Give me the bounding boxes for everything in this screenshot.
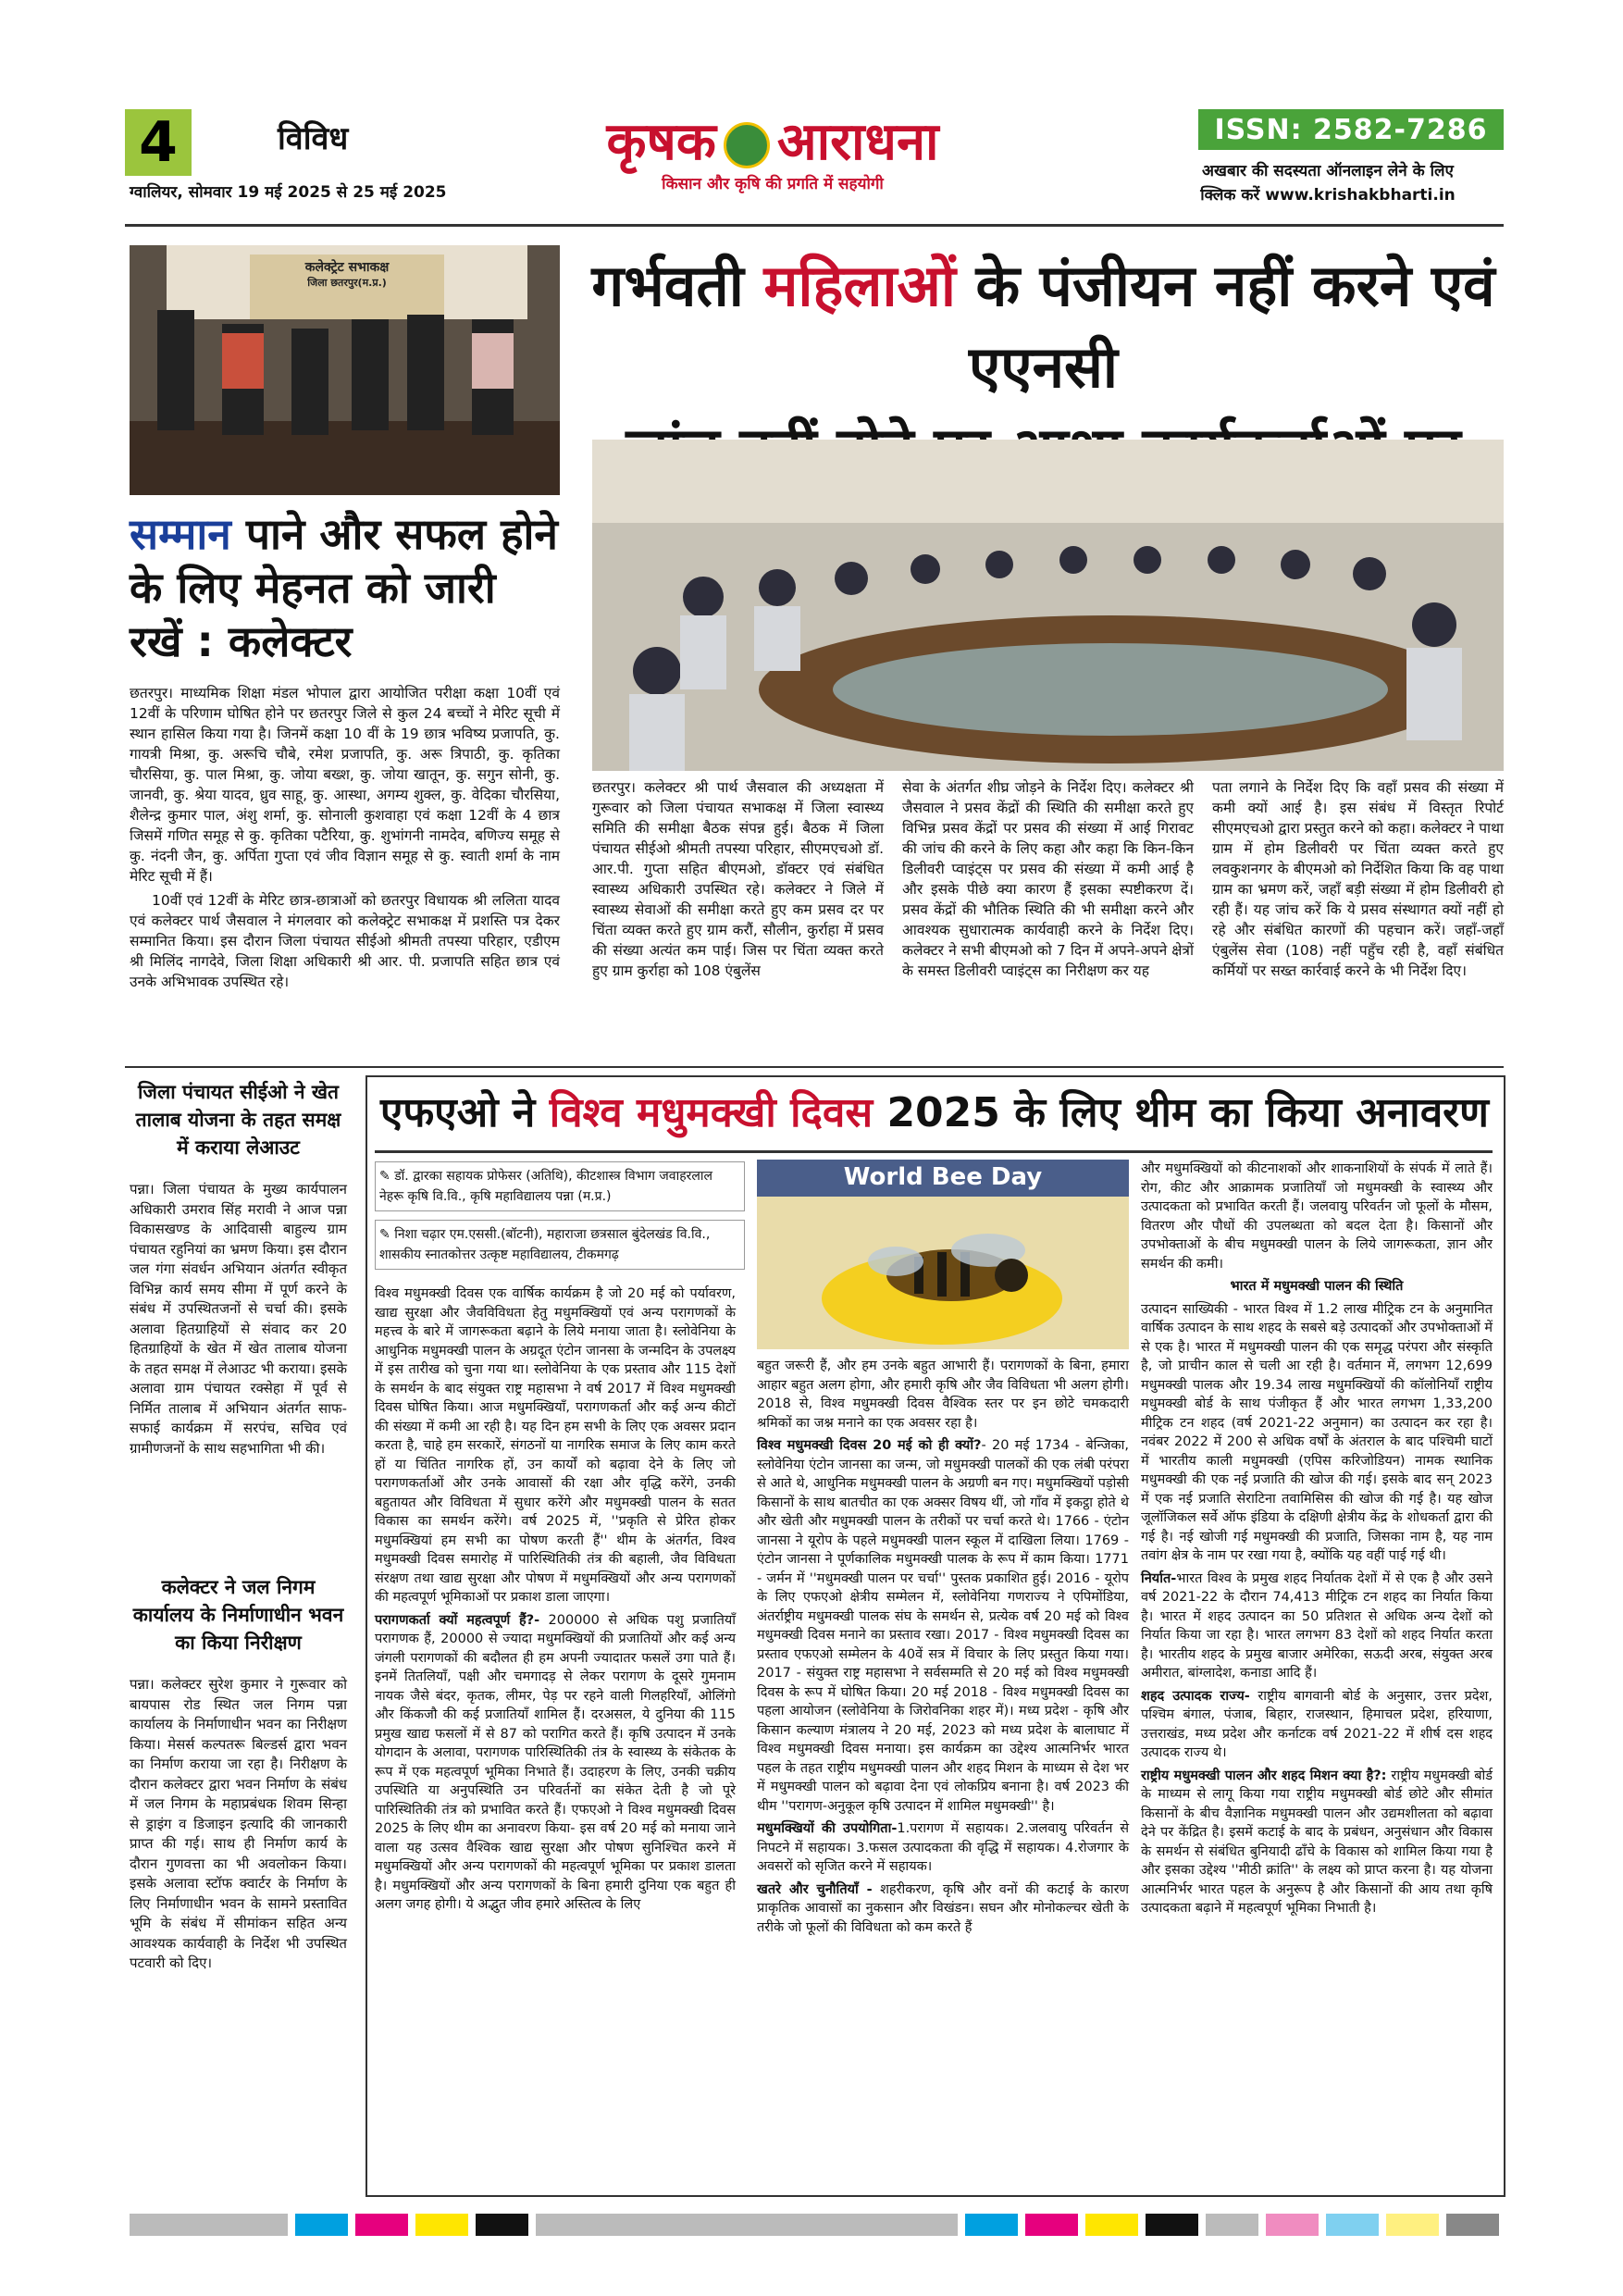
- bee-col1-section: [375, 1611, 736, 1915]
- print-color-bar: [130, 2214, 1499, 2236]
- bee-col3-india-head: भारत में मधुमक्खी पालन की स्थिति: [1230, 1279, 1404, 1294]
- bee-col3-states: [1141, 1687, 1493, 1763]
- bee-col2-risk: [757, 1880, 1129, 1938]
- author1-text: डॉ. द्वारका सहायक प्रोफेसर (अतिथि), कीटशास्त्र विभाग जवाहरलाल नेहरू कृषि वि.वि., कृषि महाविद्यालय पन्ना (म.प्र.): [379, 1169, 712, 1204]
- issn-badge: ISSN: 2582-7286: [1198, 109, 1504, 150]
- brand-masthead: [569, 111, 976, 213]
- brand-name-part1: कृषक: [606, 111, 716, 172]
- sidebar-story1-headline: जिला पंचायत सीईओ ने खेत तालाब योजना के तहत समक्ष में कराया लेआउट: [135, 1081, 341, 1159]
- bee-col2-use: [757, 1819, 1129, 1877]
- brand-name-part2: आराधना: [776, 111, 939, 172]
- bee-col3-states-text: राष्ट्रीय बागवानी बोर्ड के अनुसार, उत्तर प्रदेश, पश्चिम बंगाल, पंजाब, बिहार, राजस्थान, हिमाचल प्रदेश, हरियाणा, उत्तराखंड, मध्य प्रदेश और कर्नाटक वर्ष 2021-22 में शीर्ष दस शहद उत्पादक राज्य थे।: [1141, 1688, 1493, 1760]
- author-icon: ✎: [379, 1227, 395, 1242]
- story1-para1: छतरपुर। माध्यमिक शिक्षा मंडल भोपाल द्वारा आयोजित परीक्षा कक्षा 10वीं एवं 12वीं के परिणाम घोषित होने पर छतरपुर जिले से कुल 24 बच्चों ने मेरिट सूची में स्थान हासिल किया गया है। जिनमें कक्षा 10 वीं के 19 छात्र भविष्य प्रजापति, कु. गायत्री मिश्रा, कु. अरूचि चौबे, रमेश प्रजापति, कु. अरू त्रिपाठी, कु. कृतिका चौरसिया, कु. पाल मिश्रा, कु. जोया बख्श, कु. जोया खातून, कु. सगुन सोनी, कु. जानवी, कु. श्रेया यादव, ध्रुव साहू, कु. आस्था, अगम्य शुक्ल, कु. वेदिका चौरसिया, शैलेन्द्र कुमार पाल, अंशु शर्मा, कु. सोनाली कुशवाहा एवं कक्षा 12वीं के 4 छात्र जिसमें गणित समूह से कु. कृतिका पटैरिया, कु. शुभांगनी नामदेव, बणिज्य समूह से कु. नंदनी जैन, कु. अर्पिता गुप्ता एवं जीव विज्ञान समूह से कु. स्वाती शर्मा के नाम मेरिट सूची में हैं।: [130, 685, 560, 885]
- section-title: विविध: [278, 120, 349, 157]
- bee-col3-export: [1141, 1570, 1493, 1683]
- bee-col1-subhead: परागणकर्ता क्यों महत्वपूर्ण हैं?-: [375, 1612, 540, 1628]
- bee-col2-why-head: विश्व मधुमक्खी दिवस 20 मई को ही क्यों?: [757, 1438, 982, 1453]
- bee-col2-intro: बहुत जरूरी हैं, और हम उनके बहुत आभारी हैं। परागणकों के बिना, हमारा आहार बहुत अलग होगा, और हमारी कृषि और जैव विविधता भी अलग होगी। 2018 से, विश्व मधुमक्खी दिवस वैश्विक स्तर पर इन छोटे चमकदारी श्रमिकों का जश्न मनाने का एक अवसर रहा है।: [757, 1359, 1129, 1431]
- bee-col1-section-text: 200000 से अधिक पशु प्रजातियाँ परागणक हैं, 20000 से ज्यादा मधुमक्खियों की प्रजातियों और कई अन्य जंगली परागणकों की बदौलत ही हम अपनी ज्यादातर फसलें उगा पाते हैं। इनमें तितलियाँ, पक्षी और चमगादड़ से लेकर परागण के दूसरे गुमनाम नायक जैसे बंदर, कृतक, लीमर, पेड़ पर रहने वाली गिलहरियाँ, ओलिंगो और किंकजौ की कई प्रजातियाँ शामिल हैं। दरअसल, ये दुनिया की 115 प्रमुख खाद्य फसलों में से 87 को परागित करते हैं। कृषि उत्पादन में उनके योगदान के अलावा, परागणक पारिस्थितिकी तंत्र के स्वास्थ्य के संकेतक के रूप में एक महत्वपूर्ण भूमिका निभाते हैं। उदाहरण के लिए, उनकी चक्रीय उपस्थिति या अनुपस्थिति उन परिवर्तनों का संकेत देती है जो पूरे पारिस्थितिकी तंत्र को प्रभावित करते हैं। एफएओ ने विश्व मधुमक्खी दिवस 2025 के लिए थीम का अनावरण किया- इस वर्ष 20 मई को मनाया जाने वाला यह उत्सव वैश्विक खाद्य सुरक्षा और पोषण सुनिश्चित करने में मधुमक्खियों और अन्य परागणकों की महत्वपूर्ण भूमिका पर प्रकाश डालता है। मधुमक्खियों और अन्य परागणकों के बिना हमारी दुनिया एक बहुत ही अलग जगह होगी। ये अद्भुत जीव हमारे अस्तित्व के लिए: [375, 1612, 737, 1912]
- world-bee-day-image: [757, 1160, 1129, 1349]
- logo-icon: [724, 122, 770, 168]
- divider-line: [125, 1066, 1504, 1068]
- bee-author2: [375, 1220, 745, 1270]
- brand-tagline: किसान और कृषि की प्रगति में सहयोगी: [662, 175, 884, 193]
- story2-headline-b: महिलाओं: [763, 252, 956, 319]
- bee-headline-a: एफएओ ने: [380, 1089, 536, 1136]
- subscription-text: अखबार की सदस्यता ऑनलाइन लेने के लिए: [1202, 162, 1454, 180]
- bee-headline-rule: [375, 1150, 1493, 1153]
- meeting-photo: [592, 440, 1504, 771]
- subscription-link[interactable]: क्लिक करें www.krishakbharti.in: [1200, 186, 1456, 205]
- bee-col3-mission-head: राष्ट्रीय मधुमक्खी पालन और शहद मिशन क्या है?:: [1141, 1768, 1387, 1783]
- bee-col1-intro: विश्व मधुमक्खी दिवस एक वार्षिक कार्यक्रम है जो 20 मई को पर्यावरण, खाद्य सुरक्षा और जैवविविधता हेतु मधुमक्खियों एवं अन्य परागणकों के महत्त्व के बारे में जागरूकता बढ़ाने के लिये मनाया जाता है। स्लोवेनिया के आधुनिक मधुमक्खी पालन के अग्रदूत एंटोन जानसा के जन्मदिन के उपलक्ष्य में इस तारीख को चुना गया था। स्लोवेनिया के एक प्रस्ताव और 115 देशों के समर्थन के बाद संयुक्त राष्ट्र महासभा ने वर्ष 2017 में विश्व मधुमक्खी दिवस घोषित किया। आज मधुमक्खियाँ, परागणकर्ता और कई अन्य कीटों की संख्या में कमी आ रही है। यह दिन हम सभी के लिए एक अवसर प्रदान करता है, चाहे हम सरकारें, संगठनों या नागरिक समाज के लिए काम करते हों या चिंतित नागरिक हों, उन कार्यों को बढ़ावा देने के लिए जो परागणकर्ताओं और उनके आवासों की रक्षा और वृद्धि करेंगे, उनकी बहुतायत और विविधता में सुधार करेंगे और मधुमक्खी पालन के सतत विकास का समर्थन करेंगे। वर्ष 2025 में, ''प्रकृति से प्रेरित होकर मधुमक्खियां हम सभी का पोषण करती हैं'' थीम के अंतर्गत, विश्व मधुमक्खी दिवस समारोह में पारिस्थितिकी तंत्र की बहाली, जैव विविधता संरक्षण तथा खाद्य सुरक्षा और पोषण में मधुमक्खियों और अन्य परागणकों की महत्वपूर्ण भूमिकाओं पर प्रकाश डाला जाएगा।: [375, 1286, 736, 1605]
- bee-image-caption: World Bee Day: [843, 1163, 1043, 1191]
- bee-col3: [1141, 1160, 1493, 1922]
- bee-headline-c: 2025 के लिए थीम का किया अनावरण: [886, 1089, 1489, 1136]
- story1-headline-highlight: सम्मान: [130, 509, 231, 559]
- sidebar-story2-body: पन्ना। कलेक्टर सुरेश कुमार ने गुरूवार को बायपास रोड स्थित जल निगम पन्ना कार्यालय के निर्माणाधीन भवन का निरीक्षण किया। मेसर्स कल्पतरू बिल्डर्स द्वारा भवन का निर्माण कराया जा रहा है। निरीक्षण के दौरान कलेक्टर द्वारा भवन निर्माण के संबंध में जल निगम के महाप्रबंधक शिवम सिन्हा से ड्राइंग व डिजाइन इत्यादि की जानकारी प्राप्त की गई। साथ ही निर्माण कार्य के दौरान गुणवत्ता का भी अवलोकन किया। इसके अलावा स्टॉफ क्वार्टर के निर्माण के लिए निर्माणाधीन भवन के सामने प्रस्तावित भूमि के संबंध में सीमांकन सहित अन्य आवश्यक कार्यवाही के निर्देश भी उपस्थित पटवारी को दिए।: [130, 1676, 347, 1971]
- bee-story-headline: [379, 1083, 1490, 1144]
- dateline: ग्वालियर, सोमवार 19 मई 2025 से 25 मई 2025: [130, 183, 447, 202]
- header-rule: [125, 224, 1504, 227]
- bee-col2-use-text: 1.परागण में सहायक। 2.जलवायु परिवर्तन से निपटने में सहायक। 3.फसल उत्पादकता की वृद्धि में सहायक। 4.रोजगार के अवसरों को सृजित करने में सहायक।: [757, 1821, 1129, 1874]
- story1-body: [130, 683, 560, 996]
- bee-col3-intro: और मधुमक्खियों को कीटनाशकों और शाकनाशियों के संपर्क में लाते हैं। रोग, कीट और आक्रामक प्रजातियाँ जो मधुमक्खी के स्वास्थ्य और उत्पादकता को प्रभावित करती हैं। जलवायु परिवर्तन जो फूलों के मौसम, वितरण और पौधों की उपलब्धता को बदल देता है। किसानों और उपभोक्ताओं के बीच मधुमक्खी पालन के लिये जागरूकता, ज्ञान और समर्थन की कमी।: [1141, 1161, 1493, 1272]
- story2-col2: सेवा के अंतर्गत शीघ्र जोड़ने के निर्देश दिए। कलेक्टर श्री जैसवाल ने प्रसव केंद्रों की स्थिति की समीक्षा करते हुए विभिन्न प्रसव केंद्रों पर प्रसव की संख्या में आई गिरावट की जांच की करने के लिए कहा और कहा कि किन-किन डिलीवरी प्वाइंट्स पर प्रसव की संख्या में कमी आई है और इसके पीछे क्या कारण हैं इसका स्पष्टीकरण दें। प्रसव केंद्रों की भौतिक स्थिति की भी समीक्षा करने और आवश्यक सुधारात्मक कार्यवाही करने के निर्देश दिए। कलेक्टर ने सभी बीएमओ को 7 दिन में अपने-अपने क्षेत्रों के समस्त डिलीवरी प्वाइंट्स का निरीक्षण कर यह: [902, 779, 1194, 979]
- bee-col2-use-head: मधुमक्खियों की उपयोगिता-: [757, 1821, 898, 1836]
- story2-headline-c: के पंजीयन नहीं करने एवं एएनसी: [969, 252, 1495, 401]
- bee-col2-risk-text: शहरीकरण, कृषि और वनों की कटाई के कारण प्राकृतिक आवासों का नुकसान और विखंडन। सघन और मोनोकल्चर खेती के तरीके जो फूलों की विविधता को कम करते हैं: [757, 1881, 1129, 1935]
- bee-headline-b: विश्व मधुमक्खी दिवस: [549, 1089, 873, 1136]
- bee-col2-risk-head: खतरे और चुनौतियाँ -: [757, 1881, 873, 1897]
- author2-text: निशा चढ़ार एम.एससी.(बॉटनी), महाराजा छत्रसाल बुंदेलखंड वि.वि., शासकीय स्नातकोत्तर उत्कृष्ट महाविद्यालय, टीकमगढ़: [379, 1227, 711, 1262]
- bee-col3-export-head: निर्यात-: [1141, 1570, 1177, 1586]
- bee-col2: [757, 1357, 1129, 1941]
- bee-col2-why-text: - 20 मई 1734 - बेन्जिका, स्लोवेनिया एंटोन जानसा का जन्म, जो मधुमक्खी पालकों की एक लंबी परंपरा से आते थे, आधुनिक मधुमक्खी पालन के अग्रणी बन गए। मधुमक्खियों पड़ोसी किसानों के साथ बातचीत का एक अक्सर विषय थीं, जो गाँव में इकट्ठा होते थे और खेती और मधुमक्खी पालन के तरीकों पर चर्चा करते थे। 1766 - एंटोन जानसा ने यूरोप के पहले मधुमक्खी पालन स्कूल में दाखिला लिया। 1769 - एंटोन जानसा ने पूर्णकालिक मधुमक्खी पालक के रूप में काम किया। 1771 - जर्मन में ''मधुमक्खी पालन पर चर्चा'' पुस्तक प्रकाशित हुई। 2016 - यूरोप के लिए एफएओ क्षेत्रीय सम्मेलन में, स्लोवेनिया गणराज्य ने एपिमोंडिया, अंतर्राष्ट्रीय मधुमक्खी पालक संघ के समर्थन से, प्रत्येक वर्ष 20 मई को विश्व मधुमक्खी दिवस मनाने का प्रस्ताव रखा। 2017 - विश्व मधुमक्खी दिवस का प्रस्ताव एफएओ सम्मेलन के 40वें सत्र में विचार के लिए प्रस्तुत किया गया। 2017 - संयुक्त राष्ट्र महासभा ने सर्वसम्मति से 20 मई को विश्व मधुमक्खी दिवस के रूप में घोषित किया। 20 मई 2018 - विश्व मधुमक्खी दिवस का पहला आयोजन (स्लोवेनिया के जिरोवनिका शहर में)। मध्य प्रदेश - कृषि और किसान कल्याण मंत्रालय ने 20 मई, 2023 को मध्य प्रदेश के बालाघाट में विश्व मधुमक्खी दिवस मनाया। इस कार्यक्रम का उद्देश्य आत्मनिर्भर भारत पहल के तहत राष्ट्रीय मधुमक्खी पालन और शहद मिशन के माध्यम से देश भर में मधुमक्खी पालन को बढ़ावा देना एवं लोकप्रिय बनाना है। वर्ष 2023 की थीम ''परागण-अनुकूल कृषि उत्पादन में शामिल मधुमक्खी'' है।: [757, 1438, 1129, 1814]
- page-number: 4: [125, 109, 192, 176]
- story2-col1: छतरपुर। कलेक्टर श्री पार्थ जैसवाल की अध्यक्षता में गुरूवार को जिला पंचायत सभाकक्ष में जिला स्वास्थ्य समिति की समीक्षा बैठक संपन्न हुई। बैठक में जिला पंचायत सीईओ श्रीमती तपस्या परिहार, सीएमएचओ डॉ. आर.पी. गुप्ता सहित बीएमओ, डॉक्टर एवं संबंधित स्वास्थ्य अधिकारी उपस्थित रहे। कलेक्टर ने जिले में स्वास्थ्य सेवाओं की समीक्षा करते हुए कम प्रसव दर पर चिंता व्यक्त करते हुए ग्राम करौं, सौलीन, कुर्राहा में प्रसव की संख्या अत्यंत कम पाई। जिस पर चिंता व्यक्त करते हुए ग्राम कुर्राहा को 108 एंबुलेंस: [592, 779, 884, 979]
- photo-banner: [287, 258, 407, 290]
- bee-col3-states-head: शहद उत्पादक राज्य-: [1141, 1688, 1250, 1704]
- sidebar-story2-headline: कलेक्टर ने जल निगम कार्यालय के निर्माणाधीन भवन का किया निरीक्षण: [132, 1576, 344, 1654]
- story1-headline-rest: पाने और सफल होने के लिए मेहनत को जारी रखें : कलेक्टर: [130, 509, 558, 666]
- story2-col3: पता लगाने के निर्देश दिए कि वहाँ प्रसव की संख्या में कमी क्यों आई है। इस संबंध में विस्तृत रिपोर्ट सीएमएचओ द्वारा प्रस्तुत करने को कहा। कलेक्टर ने पाथा ग्राम में होम डिलीवरी पर चिंता व्यक्त करते हुए लवकुशनगर के बीएमओ को निर्देशित किया कि वह पाथा ग्राम का भ्रमण करें, जहाँ बड़ी संख्या में होम डिलीवरी हो रही हैं। यह जांच करें कि ये प्रसव संस्थागत क्यों नहीं हो रहे और संबंधित कारणों की पहचान करें। जहाँ-जहाँ एंबुलेंस सेवा (108) नहीं पहुँच रही है, वहाँ संबंधित कर्मियों पर सख्त कार्रवाई करने के भी निर्देश दिए।: [1212, 779, 1504, 979]
- subscription-note: [1152, 159, 1504, 207]
- story2-headline-a: गर्भवती: [591, 252, 744, 319]
- bee-col1: [375, 1285, 736, 1918]
- award-ceremony-photo: [130, 245, 560, 495]
- photo-banner-line1: कलेक्ट्रेट सभाकक्ष: [304, 260, 390, 275]
- story1-para2: 10वीं एवं 12वीं के मेरिट छात्र-छात्राओं को छतरपुर विधायक श्री ललिता यादव एवं कलेक्टर पार्थ जैसवाल ने मंगलवार को कलेक्ट्रेट सभाकक्ष में प्रशस्ति पत्र देकर सम्मानित किया। इस दौरान जिला पंचायत सीईओ श्रीमती तपस्या परिहार, एडीएम श्री मिलिंद नागदेवे, जिला शिक्षा अधिकारी श्री आर. पी. प्रजापति सहित छात्र एवं उनके अभिभावक उपस्थित रहे।: [130, 892, 560, 990]
- bee-col2-why: [757, 1436, 1129, 1816]
- bee-col3-export-text: भारत विश्व के प्रमुख शहद निर्यातक देशों में से एक है और उसने वर्ष 2021-22 के दौरान 74,413 मीट्रिक टन शहद का निर्यात किया है। भारत में शहद उत्पादन का 50 प्रतिशत से अधिक अन्य देशों को निर्यात किया जा रहा है। भारत लगभग 83 देशों को शहद निर्यात करता है। भारतीय शहद के प्रमुख बाजार अमेरिका, सऊदी अरब, संयुक्त अरब अमीरात, बांग्लादेश, कनाडा आदि हैं।: [1141, 1570, 1493, 1681]
- story1-headline: [130, 507, 560, 668]
- bee-author1: [375, 1161, 745, 1211]
- sidebar-story1-body: पन्ना। जिला पंचायत के मुख्य कार्यपालन अधिकारी उमराव सिंह मरावी ने आज पन्ना विकासखण्ड के आदिवासी बाहुल्य ग्राम पंचायत रहुनियां का भ्रमण किया। इस दौरान जल गंगा संवर्धन अभियान अंतर्गत स्वीकृत विभिन्न कार्य समय सीमा में पूर्ण करने के संबंध में उपस्थितजनों से चर्चा की। इसके अलावा हितग्राहियों से संवाद कर 20 हितग्राहियों के खेत में खेत तालाब योजना के तहत समक्ष में लेआउट भी कराया। इसके अलावा ग्राम पंचायत रक्सेहा में पूर्व से निर्मित तालाब में अभियान अंतर्गत साफ-सफाई कार्यक्रम में सरपंच, सचिव एवं ग्रामीणजनों के साथ सहभागिता भी की।: [130, 1181, 347, 1457]
- author-icon: ✎: [379, 1169, 395, 1184]
- bee-col3-india: उत्पादन साख्यिकी - भारत विश्व में 1.2 लाख मीट्रिक टन के अनुमानित वार्षिक उत्पादन के साथ शहद के सबसे बड़े उत्पादकों और उपभोक्ताओं में से एक है। भारत में मधुमक्खी पालन की एक समृद्ध परंपरा और संस्कृति है, जो प्राचीन काल से चली आ रही है। वर्तमान में, लगभग 12,699 मधुमक्खी पालक और 19.34 लाख मधुमक्खियों की कॉलोनियाँ राष्ट्रीय मधुमक्खी बोर्ड के साथ पंजीकृत हैं और भारत लगभग 1,33,200 मीट्रिक टन शहद (वर्ष 2021-22 अनुमान) का उत्पादन कर रहा है। नवंबर 2022 में 200 से अधिक वर्षों के अंतराल के बाद पश्चिमी घाटों में भारतीय काली मधुमक्खी (एपिस करिजोडियन) नामक स्थानिक मधुमक्खी की एक नई प्रजाति की खोज की गई। इसके बाद सन् 2023 में एक नई प्रजाति सेराटिना तवामिसिस की खोज की गई है। यह खोज जूलॉजिकल सर्वे ऑफ इंडिया के दक्षिणी क्षेत्रीय केंद्र के शोधकर्ता द्वारा की गई है। नई खोजी गई मधुमक्खी की प्रजाति, जिसका नाम है, यह नाम तवांग क्षेत्र के नाम पर रखा गया है, क्योंकि यह वहीं पाई गई थी।: [1141, 1301, 1493, 1563]
- bee-col3-mission: [1141, 1767, 1493, 1918]
- photo-banner-line2: जिला छतरपुर(म.प्र.): [307, 277, 387, 289]
- bee-col3-mission-text: राष्ट्रीय मधुमक्खी बोर्ड के माध्यम से लागू किया गया राष्ट्रीय मधुमक्खी बोर्ड छोटे और सीमांत किसानों के बीच वैज्ञानिक मधुमक्खी पालन और उद्यमशीलता को बढ़ावा देने पर केंद्रित है। इसमें कटाई के बाद के प्रबंधन, अनुसंधान और विकास के समर्थन से संबंधित बुनियादी ढाँचे के विकास को शामिल किया गया है और इसका उद्देश्य ''मीठी क्रांति'' के लक्ष्य को प्राप्त करना है। यह योजना आत्मनिर्भर भारत पहल के अनुरूप है और किसानों की आय तथा कृषि उत्पादकता बढ़ाने में महत्वपूर्ण भूमिका निभाती है।: [1141, 1768, 1493, 1916]
